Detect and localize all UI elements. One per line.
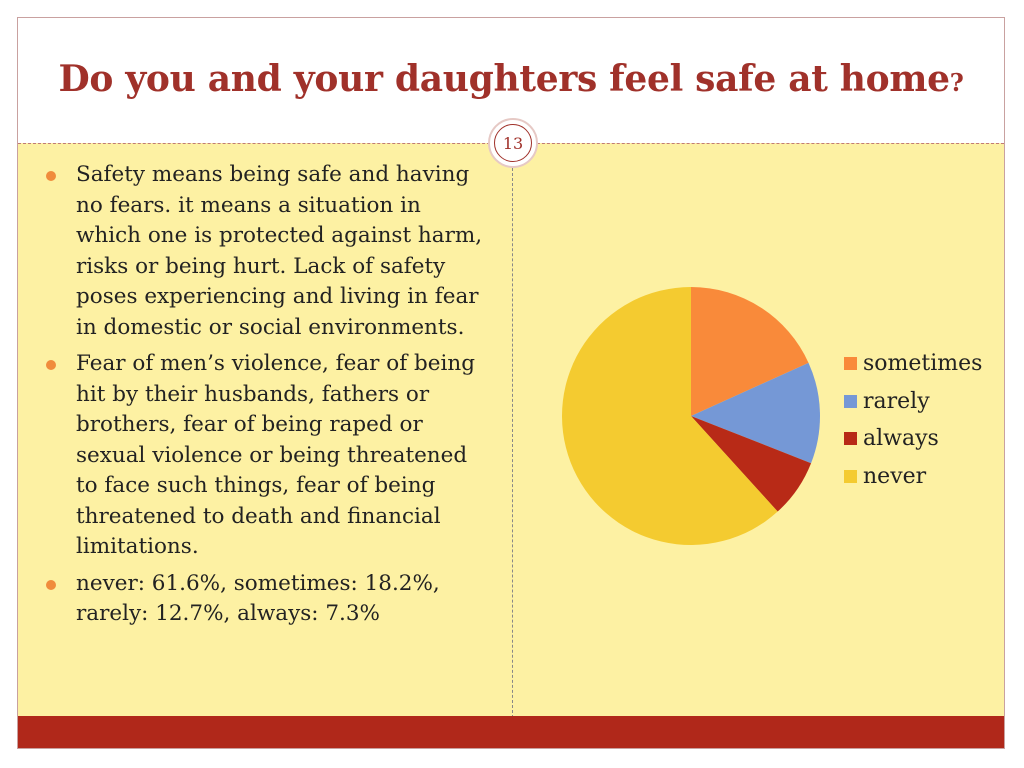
slide-title-mark: ? xyxy=(949,68,964,97)
legend-swatch xyxy=(844,432,857,445)
legend-item-sometimes xyxy=(844,345,982,383)
legend-label: always xyxy=(863,426,939,452)
bottom-bar xyxy=(18,716,1004,749)
legend-swatch xyxy=(844,357,857,370)
legend-swatch xyxy=(844,470,857,483)
page-number: 13 xyxy=(494,124,532,162)
legend-item-always xyxy=(844,420,982,458)
bullet-text: Fear of men’s violence, fear of being hit by their husbands, fathers or brothers, fear of being raped or sexual violence or being threatened to face such things, fear of being threatened to death and financial limitations. xyxy=(76,351,475,559)
chart-legend xyxy=(844,345,982,495)
legend-swatch xyxy=(844,395,857,408)
legend-item-rarely xyxy=(844,383,982,421)
legend-item-never xyxy=(844,458,982,496)
legend-label: sometimes xyxy=(863,351,983,377)
bullet-text: Safety means being safe and having no fears. it means a situation in which one is protected against harm, risks or being hurt. Lack of safety poses experiencing and living in fear in domestic or social environments. xyxy=(76,162,483,340)
legend-label: never xyxy=(863,463,927,489)
slide-title-text: Do you and your daughters feel safe at home xyxy=(58,58,950,100)
legend-label: rarely xyxy=(863,388,930,414)
bullet-text: never: 61.6%, sometimes: 18.2%, rarely: 12.7%, always: 7.3% xyxy=(76,570,440,626)
slide xyxy=(17,17,1005,749)
